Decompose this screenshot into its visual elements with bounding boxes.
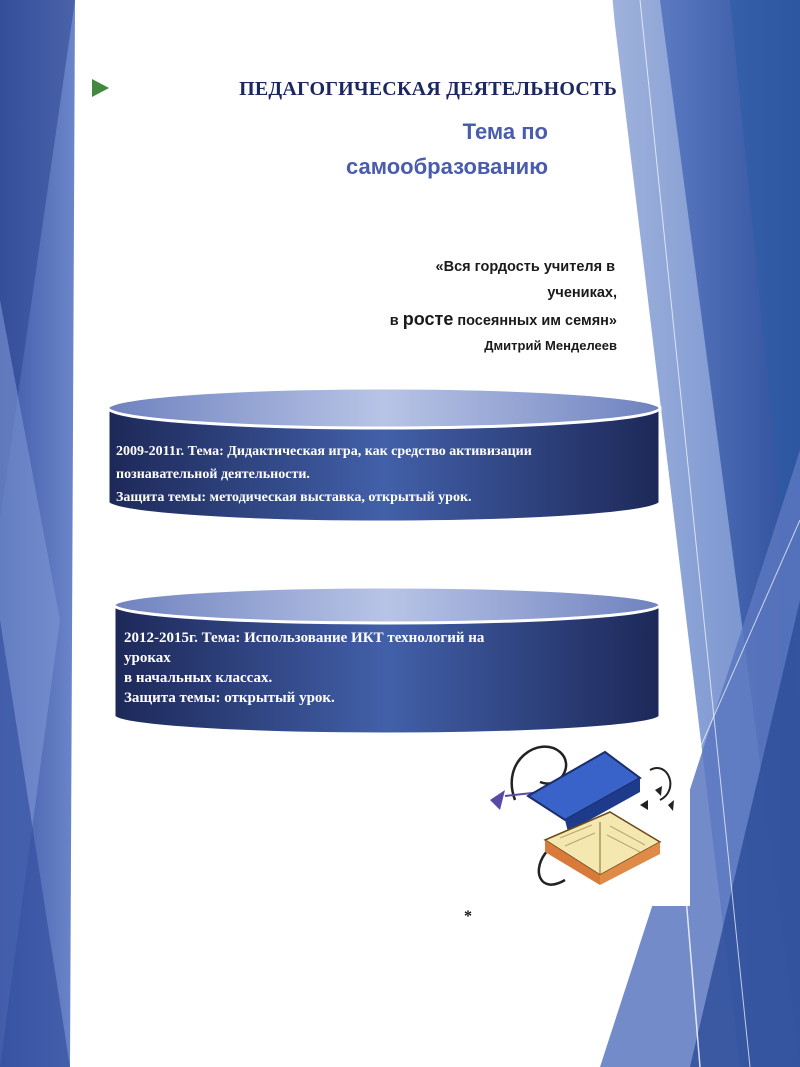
left-side-panel xyxy=(0,0,75,1067)
quote-line-3 xyxy=(250,306,617,334)
topic-1-text xyxy=(116,440,664,509)
topic-1-line-1: 2009-2011г. Тема: Дидактическая игра, как средство активизации xyxy=(116,444,532,459)
right-side-panel xyxy=(560,0,800,1067)
quote-line-3-prefix: в xyxy=(389,313,403,329)
quote-line-3-suffix: посеянных им семян» xyxy=(453,313,617,329)
subtitle-line-1: Тема по xyxy=(462,119,548,144)
quote-line-1: «Вся гордость учителя в xyxy=(435,259,615,275)
page-title: ПЕДАГОГИЧЕСКАЯ ДЕЯТЕЛЬНОСТЬ xyxy=(239,78,617,100)
quote-block xyxy=(250,254,617,358)
quote-line-2: учениках, xyxy=(547,285,617,301)
topic-1-line-2: познавательной деятельности. xyxy=(116,467,310,482)
topic-2-line-4: Защита темы: открытый урок. xyxy=(124,690,335,706)
topic-2-line-3: в начальных классах. xyxy=(124,670,273,686)
subtitle xyxy=(240,114,548,184)
topic-1-line-3: Защита темы: методическая выставка, открытый урок. xyxy=(116,490,472,505)
subtitle-line-2: самообразованию xyxy=(345,154,548,179)
footer-mark: * xyxy=(464,908,472,925)
clipart-cap-and-book xyxy=(475,738,690,906)
quote-author: Дмитрий Менделеев xyxy=(484,338,617,353)
quote-emphasis: росте xyxy=(402,309,454,329)
topic-2-text xyxy=(124,628,624,708)
topic-2-line-2: уроках xyxy=(124,650,171,666)
topic-2-line-1: 2012-2015г. Тема: Использование ИКТ технологий на xyxy=(124,630,485,646)
